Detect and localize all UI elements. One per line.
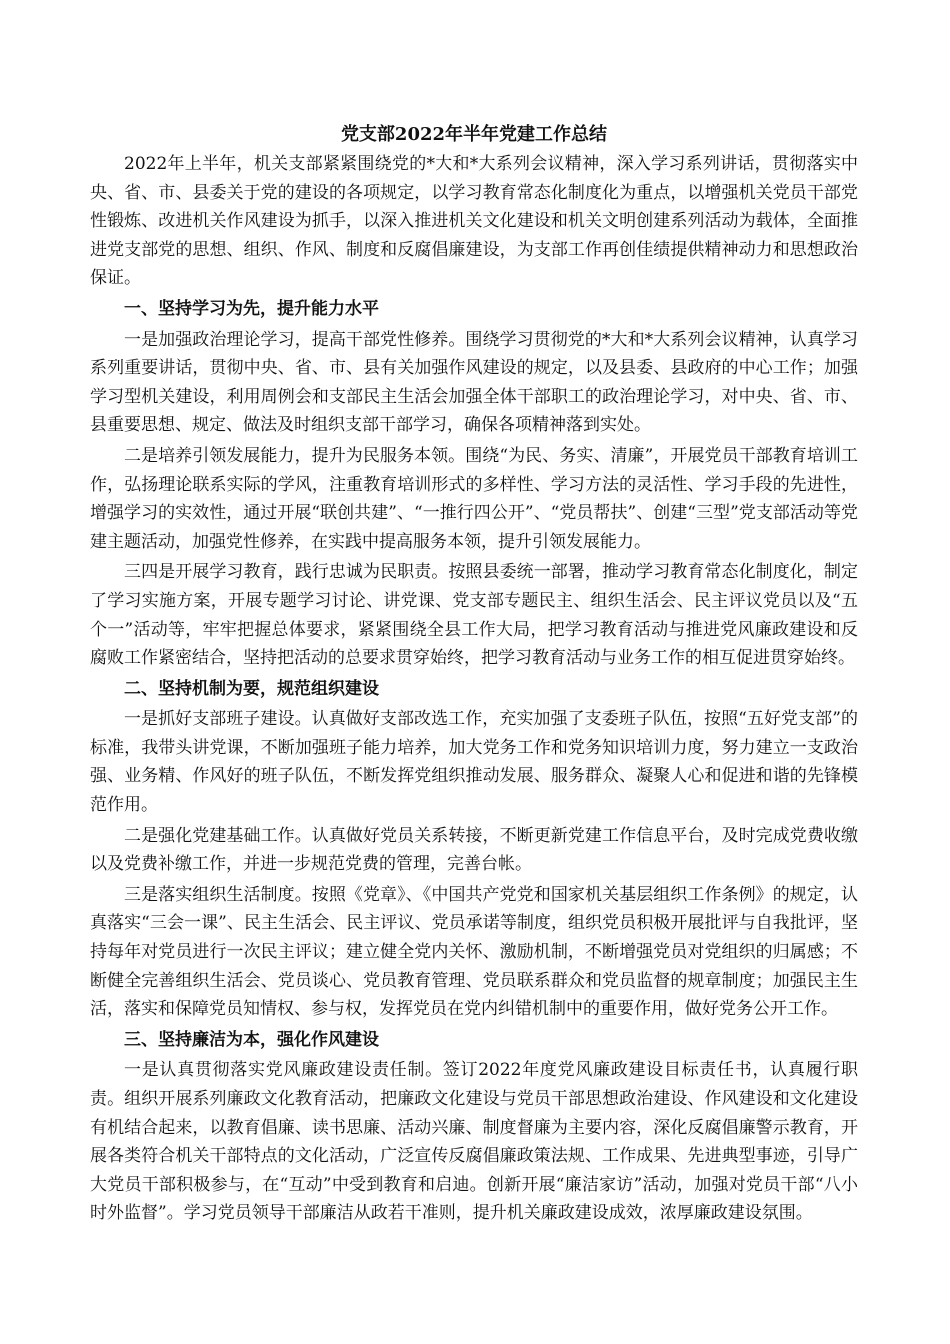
document-title: 党支部2022年半年党建工作总结	[340, 124, 608, 145]
section-1-paragraph-2: 二是培养引领发展能力，提升为民服务本领。围绕“为民、务实、清廉”，开展党员干部教育培训工作，弘扬理论联系实际的学风，注重教育培训形式的多样性、学习方法的灵活性、学习手段的先进性，增强学习的实效性，通过开展“联创共建”、“一推行四公开”、“党员帮扶”、创建“三型”党支部活动等党建主题活动，加强党性修养，在实践中提高服务本领，提升引领发展能力。	[90, 445, 858, 552]
section-heading-3: 三、坚持廉洁为本，强化作风建设	[124, 1029, 379, 1050]
section-2-paragraph-2: 二是强化党建基础工作。认真做好党员关系转接，不断更新党建工作信息平台，及时完成党费收缴以及党费补缴工作，并进一步规范党费的管理，完善台帐。	[90, 825, 858, 875]
section-2-paragraph-1: 一是抓好支部班子建设。认真做好支部改选工作，充实加强了支委班子队伍，按照“五好党支部”的标准，我带头讲党课，不断加强班子能力培养，加大党务工作和党务知识培训力度，努力建立一支政治强、业务精、作风好的班子队伍，不断发挥党组织推动发展、服务群众、凝聚人心和促进和谐的先锋模范作用。	[90, 709, 858, 816]
section-2-paragraph-3: 三是落实组织生活制度。按照《党章》、《中国共产党党和国家机关基层组织工作条例》的规定，认真落实“三会一课”、民主生活会、民主评议、党员承诺等制度，组织党员积极开展批评与自我批评，坚持每年对党员进行一次民主评议；建立健全党内关怀、激励机制，不断增强党员对党组织的归属感；不断健全完善组织生活会、党员谈心、党员教育管理、党员联系群众和党员监督的规章制度；加强民主生活，落实和保障党员知情权、参与权，发挥党员在党内纠错机制中的重要作用，做好党务公开工作。	[90, 884, 858, 1020]
intro-paragraph: 2022年上半年，机关支部紧紧围绕党的*大和*大系列会议精神，深入学习系列讲话，贯彻落实中央、省、市、县委关于党的建设的各项规定，以学习教育常态化制度化为重点，以增强机关党员干部党性锻炼、改进机关作风建设为抓手，以深入推进机关文化建设和机关文明创建系列活动为载体，全面推进党支部党的思想、组织、作风、制度和反腐倡廉建设，为支部工作再创佳绩提供精神动力和思想政治保证。	[90, 154, 858, 289]
section-3-paragraph-1: 一是认真贯彻落实党风廉政建设责任制。签订2022年度党风廉政建设目标责任书，认真履行职责。组织开展系列廉政文化教育活动，把廉政文化建设与党员干部思想政治建设、作风建设和文化建设有机结合起来，以教育倡廉、读书思廉、活动兴廉、制度督廉为主要内容，深化反腐倡廉警示教育，开展各类符合机关干部特点的文化活动，广泛宣传反腐倡廉政策法规、工作成果、先进典型事迹，引导广大党员干部积极参与，在“互动”中受到教育和启迪。创新开展“廉洁家访”活动，加强对党员干部“八小时外监督”。学习党员领导干部廉洁从政若干准则，提升机关廉政建设成效，浓厚廉政建设氛围。	[90, 1060, 858, 1224]
section-1-paragraph-1: 一是加强政治理论学习，提高干部党性修养。围绕学习贯彻党的*大和*大系列会议精神，认真学习系列重要讲话，贯彻中央、省、市、县有关加强作风建设的规定，以及县委、县政府的中心工作；加强学习型机关建设，利用周例会和支部民主生活会加强全体干部职工的政治理论学习，对中央、省、市、县重要思想、规定、做法及时组织支部干部学习，确保各项精神落到实处。	[90, 329, 858, 436]
section-heading-2: 二、坚持机制为要，规范组织建设	[124, 678, 379, 699]
section-1-paragraph-3: 三四是开展学习教育，践行忠诚为民职责。按照县委统一部署，推动学习教育常态化制度化，制定了学习实施方案，开展专题学习讨论、讲党课、党支部专题民主、组织生活会、民主评议党员以及“五个一”活动等，牢牢把握总体要求，紧紧围绕全县工作大局，把学习教育活动与推进党风廉政建设和反腐败工作紧密结合，坚持把活动的总要求贯穿始终，把学习教育活动与业务工作的相互促进贯穿始终。	[90, 562, 858, 669]
section-heading-1: 一、坚持学习为先，提升能力水平	[124, 298, 379, 319]
